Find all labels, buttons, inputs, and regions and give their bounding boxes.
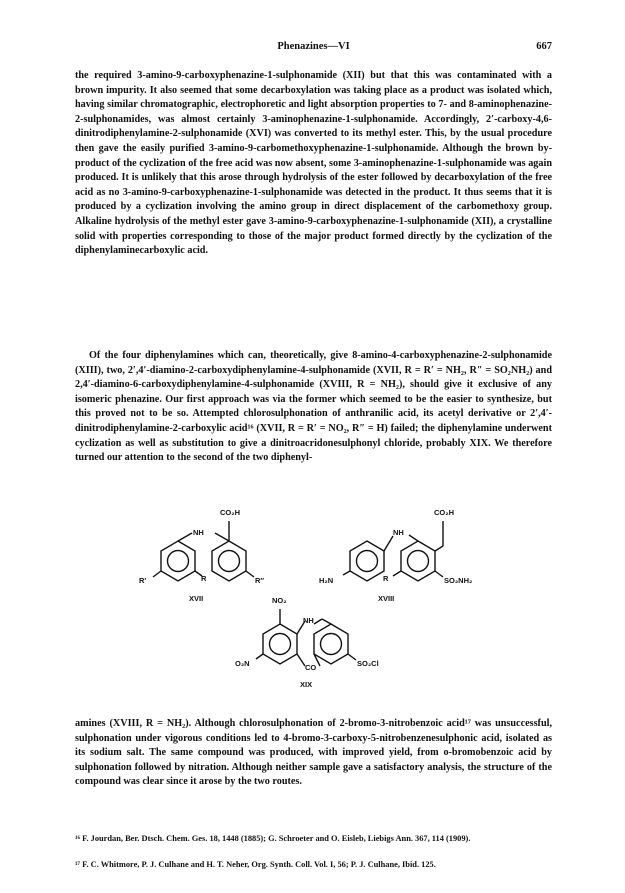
xix-co: CO xyxy=(305,663,317,672)
xix-right-ring xyxy=(314,624,348,664)
xvii-label: XVII xyxy=(189,594,204,603)
xvii-left-ring xyxy=(161,541,195,581)
xix-left-ring xyxy=(263,624,297,664)
xviii-left-ring xyxy=(350,541,384,581)
page-number: 667 xyxy=(536,41,552,52)
page-header xyxy=(75,41,552,55)
xix-no2: NO₂ xyxy=(272,596,287,605)
structure-xix xyxy=(235,596,379,689)
xix-o2n: O₂N xyxy=(235,659,250,668)
xviii-nh: NH xyxy=(393,528,404,537)
xvii-nh: NH xyxy=(193,528,204,537)
paragraph-1: the required 3-amino-9-carboxyphenazine-1-sulphonamide (XII) but that this was contaminated with a brown impurity. It also seemed that some decarboxylation was taking place as a product was isolated which, having similar chromatographic, electrophoretic and light absorption properties to 7- and 8-aminophenazine-2-sulphonamides, was almost certainly 3-aminophenazine-1-sulphonamide. Accordingly, 2′-carboxy-4,6-dinitrodiphenylamine-2-sulphonamide (XVI) was converted to its methyl ester. This, by the usual procedure then gave the easily purified 3-amino-9-carbomethoxyphenazine-1-sulphonamide. Although the brown by-product of the cyclization of the free acid was now absent, some 3-aminophenazine-1-sulphonamide was again produced. It is unlikely that this arose through hydrolysis of the ester followed by decarboxylation of the free acid as no 3-amino-9-carboxyphenazine-1-sulphonamide was detected in the product. It thus seems that it is produced by a cyclization involving the amino group in direct displacement of the carbomethoxy group. Alkaline hydrolysis of the methyl ester gave 3-amino-9-carboxyphenazine-1-sulphonamide (XII), a crystalline solid with properties corresponding to those of the major product formed directly by the cyclization of the diphenylaminecarboxylic acid. xyxy=(75,70,552,257)
xviii-so2nh2: SO₂NH₂ xyxy=(444,576,473,585)
running-title: Phenazines—VI xyxy=(277,41,350,52)
xix-label: XIX xyxy=(300,680,313,689)
xviii-cooh: CO₂H xyxy=(434,508,454,517)
xix-nh: NH xyxy=(303,616,314,625)
footnote-16: ¹⁶ F. Jourdan, Ber. Dtsch. Chem. Ges. 18, 1448 (1885); G. Schroeter and O. Eisleb, Liebigs Ann. 367, 114 (1909). xyxy=(75,834,471,843)
xviii-right-ring xyxy=(401,541,435,581)
xviii-label: XVIII xyxy=(378,594,395,603)
xix-so2cl: SO₂Cl xyxy=(357,659,379,668)
footnote-17: ¹⁷ F. C. Whitmore, P. J. Culhane and H. T. Neher, Org. Synth. Coll. Vol. I, 56; P. J. Culhane, Ibid. 125. xyxy=(75,860,436,869)
xvii-r: R xyxy=(201,574,207,583)
xvii-right-ring xyxy=(212,541,246,581)
chemical-structures-figure xyxy=(75,503,552,695)
paragraph-2: Of the four diphenylamines which can, theoretically, give 8-amino-4-carboxyphenazine-2-sulphonamide (XIII), two, 2′,4′-diamino-2-carboxydiphenylamine-4-sulphonamide (XVII, R = R′ = NH₂, R″ = SO₂NH₂) and 2,4′-diamino-6-carboxydiphenylamine-4-sulphonamide (XVIII, R = NH₂), should give it exclusive of any isomeric phenazine. Our first approach was via the former which seemed to be the easier to synthesize, but this proved not to be so. Attempted chlorosulphonation of anthranilic acid, its acetyl derivative or 2′,4′-dinitrodiphenylamine-2-carboxylic acid¹⁶ (XVII, R = R′ = NO₂, R″ = H) failed; the diphenylamine underwent cyclization as well as substitution to give a dinitroacridonesulphonyl chloride, probably XIX. We therefore turned our attention to the second of the two diphenyl- xyxy=(75,350,552,464)
xvii-r-prime: R′ xyxy=(139,576,147,585)
structure-xviii xyxy=(319,508,472,603)
xvii-cooh: CO₂H xyxy=(220,508,240,517)
xviii-h2n: H₂N xyxy=(319,576,334,585)
paragraph-3: amines (XVIII, R = NH₂). Although chlorosulphonation of 2-bromo-3-nitrobenzoic acid¹⁷ was unsuccessful, sulphonation under vigorous conditions led to 4-bromo-3-carboxy-5-nitrobenzenesulphonic acid, isolated as its sodium salt. The same compound was produced, with improved yield, from o-bromobenzoic acid by sulphonation followed by nitration. Although neither sample gave a satisfactory analysis, the structure of the compound was clear since it arose by the two routes. xyxy=(75,718,552,788)
xviii-r: R xyxy=(383,574,389,583)
xvii-r-dprime: R″ xyxy=(255,576,265,585)
structure-xvii xyxy=(139,508,264,603)
